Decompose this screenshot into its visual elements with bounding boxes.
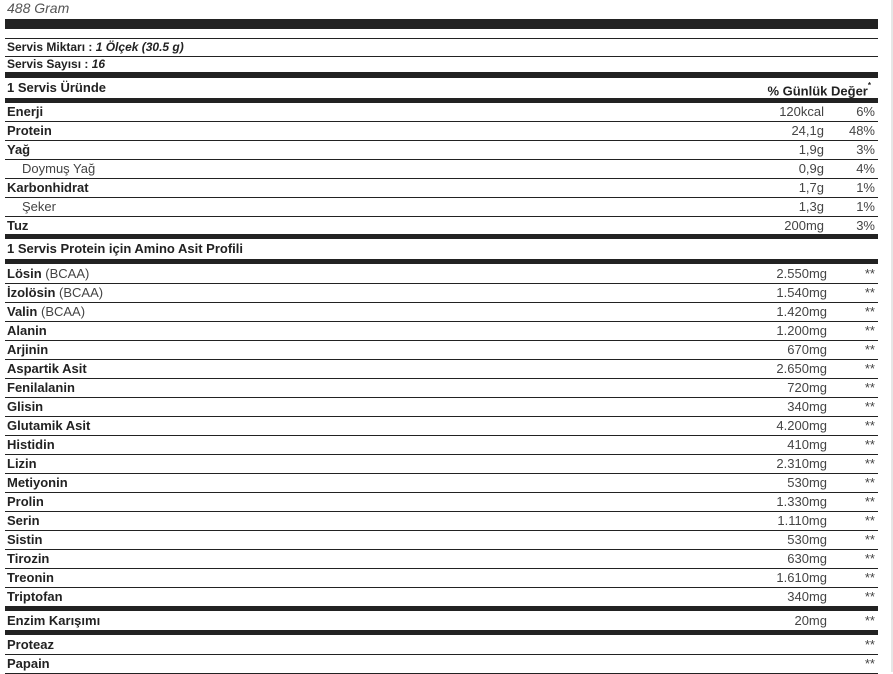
amino-acid-row-daily-value: ** <box>864 494 875 509</box>
amino-acid-row-daily-value: ** <box>864 399 875 414</box>
nutrient-row-label <box>7 217 28 235</box>
amino-acid-row-amount: 340mg <box>787 589 827 604</box>
amino-acid-row-label <box>7 322 47 340</box>
divider <box>5 321 878 322</box>
nutrient-row-amount: 200mg <box>784 218 824 233</box>
amino-acid-row-name: Prolin <box>7 494 44 509</box>
nutrient-row-daily-value: 3% <box>856 218 875 233</box>
nutrient-row-daily-value: 1% <box>856 199 875 214</box>
divider <box>5 397 878 398</box>
amino-acid-row-amount: 530mg <box>787 532 827 547</box>
divider <box>5 530 878 531</box>
amino-acid-row-label <box>7 569 54 587</box>
divider-thick <box>5 630 878 635</box>
nutrient-row-name: Tuz <box>7 218 29 233</box>
nutrient-row-amount: 120kcal <box>779 104 824 119</box>
amino-acid-row-amount: 1.110mg <box>777 513 827 528</box>
amino-acid-row-amount: 1.610mg <box>776 570 827 585</box>
amino-acid-row-note: (BCAA) <box>40 304 86 319</box>
amino-acid-heading: 1 Servis Protein için Amino Asit Profili <box>7 241 243 256</box>
amino-acid-row-label <box>7 550 49 568</box>
divider <box>5 473 878 474</box>
serving-count <box>7 55 105 73</box>
nutrient-row-label <box>7 179 89 197</box>
amino-acid-row-name: Glutamik Asit <box>7 418 91 433</box>
divider <box>5 587 878 588</box>
divider <box>5 654 878 655</box>
amino-acid-row-note: (BCAA) <box>45 266 90 281</box>
divider-thick <box>5 98 878 103</box>
nutrient-row-daily-value: 48% <box>848 123 875 138</box>
divider <box>5 492 878 493</box>
amino-acid-row-daily-value: ** <box>864 475 875 490</box>
amino-acid-row-daily-value: ** <box>864 589 875 604</box>
amino-acid-row-name: Lösin <box>7 266 42 281</box>
amino-acid-row-label <box>7 493 44 511</box>
amino-acid-row-daily-value: ** <box>864 266 875 281</box>
divider-thick <box>5 606 878 611</box>
nutrient-row-label <box>7 141 30 159</box>
amino-acid-row-daily-value: ** <box>864 437 875 452</box>
enzyme-row-name: Proteaz <box>7 637 54 652</box>
amino-acid-row-amount: 340mg <box>787 399 827 414</box>
amino-acid-row-label <box>7 341 48 359</box>
nutrient-row-name: Şeker <box>22 199 56 214</box>
nutrient-row-name: Protein <box>7 123 52 138</box>
divider <box>5 159 878 160</box>
amino-acid-row-daily-value: ** <box>864 532 875 547</box>
amino-acid-row-label <box>7 379 75 397</box>
amino-acid-row-amount: 2.550mg <box>776 266 827 281</box>
nutrient-row-amount: 1,3g <box>798 199 824 214</box>
amino-acid-row-label <box>7 588 63 606</box>
amino-acid-row-label <box>7 398 43 416</box>
serving-size-value: 1 Ölçek (30.5 g) <box>95 40 184 54</box>
amino-acid-row-daily-value: ** <box>864 342 875 357</box>
serving-count-value: 16 <box>91 57 106 71</box>
amino-acid-row-name: Alanin <box>7 323 47 338</box>
amino-acid-row-daily-value: ** <box>864 513 875 528</box>
daily-value-heading <box>767 79 871 97</box>
divider <box>5 549 878 550</box>
amino-acid-row-label <box>7 455 37 473</box>
amino-acid-row-name: Glisin <box>7 399 44 414</box>
nutrient-row-label <box>7 103 43 121</box>
divider <box>5 568 878 569</box>
nutrient-row-label <box>7 122 52 140</box>
divider <box>5 378 878 379</box>
enzyme-row-label <box>7 636 54 654</box>
serving-size-label: Servis Miktarı : <box>7 40 93 54</box>
enzyme-row-daily-value: ** <box>864 656 875 671</box>
divider <box>5 416 878 417</box>
amino-acid-row-label <box>7 436 55 454</box>
amino-acid-row-name: Lizin <box>7 456 37 471</box>
serving-count-label: Servis Sayısı : <box>7 57 89 71</box>
amino-acid-row-amount: 1.540mg <box>776 285 827 300</box>
daily-value-footnote-mark: * <box>867 81 871 90</box>
divider <box>5 178 878 179</box>
amino-acid-row-label <box>7 531 42 549</box>
divider <box>5 302 878 303</box>
amino-acid-row-name: Valin <box>7 304 38 319</box>
amino-acid-row-daily-value: ** <box>864 285 875 300</box>
amino-acid-row-daily-value: ** <box>864 570 875 585</box>
amino-acid-row-note: (BCAA) <box>59 285 104 300</box>
nutrient-row-amount: 1,9g <box>798 142 824 157</box>
divider-heavy <box>5 72 878 78</box>
amino-acid-row-label <box>7 284 103 302</box>
amino-acid-row-label <box>7 303 85 321</box>
divider <box>5 511 878 512</box>
enzyme-row-label <box>7 655 50 673</box>
amino-acid-row-label <box>7 512 40 530</box>
amino-acid-row-amount: 4.200mg <box>776 418 827 433</box>
daily-value-heading-text: % Günlük Değer <box>767 83 868 99</box>
nutrient-row-label <box>22 198 56 216</box>
amino-acid-row-amount: 720mg <box>787 380 827 395</box>
per-serving-heading: 1 Servis Üründe <box>7 80 106 95</box>
amino-acid-row-amount: 1.200mg <box>776 323 827 338</box>
amino-acid-row-amount: 530mg <box>787 475 827 490</box>
enzyme-row-name: Papain <box>7 656 50 671</box>
divider <box>5 454 878 455</box>
amino-acid-row-amount: 410mg <box>787 437 827 452</box>
amino-acid-row-amount: 2.650mg <box>776 361 827 376</box>
amino-acid-row-daily-value: ** <box>864 551 875 566</box>
amino-acid-row-name: Fenilalanin <box>7 380 75 395</box>
amino-acid-row-label <box>7 360 87 378</box>
nutrient-row-name: Enerji <box>7 104 44 119</box>
amino-acid-row-amount: 2.310mg <box>776 456 827 471</box>
enzyme-blend-amount: 20mg <box>794 613 827 628</box>
amino-acid-row-name: Histidin <box>7 437 55 452</box>
amino-acid-row-daily-value: ** <box>864 323 875 338</box>
divider <box>5 140 878 141</box>
amino-acid-row-name: İzolösin <box>7 285 56 300</box>
amino-acid-row-name: Triptofan <box>7 589 63 604</box>
divider <box>5 197 878 198</box>
amino-acid-row-daily-value: ** <box>864 304 875 319</box>
divider <box>5 283 878 284</box>
divider <box>5 435 878 436</box>
nutrient-row-amount: 0,9g <box>798 161 824 176</box>
amino-acid-row-daily-value: ** <box>864 380 875 395</box>
nutrient-row-amount: 1,7g <box>798 180 824 195</box>
nutrient-row-name: Yağ <box>7 142 31 157</box>
nutrient-row-name: Doymuş Yağ <box>22 161 96 176</box>
nutrient-row-daily-value: 3% <box>856 142 875 157</box>
amino-acid-row-label <box>7 417 90 435</box>
serving-size <box>7 38 184 56</box>
divider <box>5 359 878 360</box>
divider <box>5 56 878 57</box>
amino-acid-row-name: Treonin <box>7 570 54 585</box>
amino-acid-row-name: Serin <box>7 513 40 528</box>
divider-thick <box>5 234 878 239</box>
divider <box>5 216 878 217</box>
divider <box>5 121 878 122</box>
nutrient-row-daily-value: 4% <box>856 161 875 176</box>
enzyme-row-daily-value: ** <box>864 637 875 652</box>
package-weight: 488 Gram <box>7 0 70 16</box>
amino-acid-row-amount: 630mg <box>787 551 827 566</box>
enzyme-blend-label: Enzim Karışımı <box>7 613 101 628</box>
divider-thick <box>5 259 878 264</box>
nutrient-row-name: Karbonhidrat <box>7 180 89 195</box>
amino-acid-row-label <box>7 265 89 283</box>
amino-acid-row-amount: 670mg <box>787 342 827 357</box>
amino-acid-row-daily-value: ** <box>864 418 875 433</box>
amino-acid-row-daily-value: ** <box>864 456 875 471</box>
amino-acid-row-label <box>7 474 68 492</box>
amino-acid-row-name: Arjinin <box>7 342 49 357</box>
enzyme-blend-dv: ** <box>864 613 875 628</box>
amino-acid-row-name: Sistin <box>7 532 43 547</box>
amino-acid-row-daily-value: ** <box>864 361 875 376</box>
divider <box>5 340 878 341</box>
nutrient-row-daily-value: 1% <box>856 180 875 195</box>
nutrient-row-amount: 24,1g <box>791 123 824 138</box>
amino-acid-row-name: Tirozin <box>7 551 50 566</box>
divider-heavy <box>5 19 878 29</box>
amino-acid-row-name: Aspartik Asit <box>7 361 87 376</box>
amino-acid-row-amount: 1.420mg <box>776 304 827 319</box>
nutrient-row-daily-value: 6% <box>856 104 875 119</box>
nutrient-row-label <box>22 160 95 178</box>
amino-acid-row-amount: 1.330mg <box>776 494 827 509</box>
amino-acid-row-name: Metiyonin <box>7 475 68 490</box>
